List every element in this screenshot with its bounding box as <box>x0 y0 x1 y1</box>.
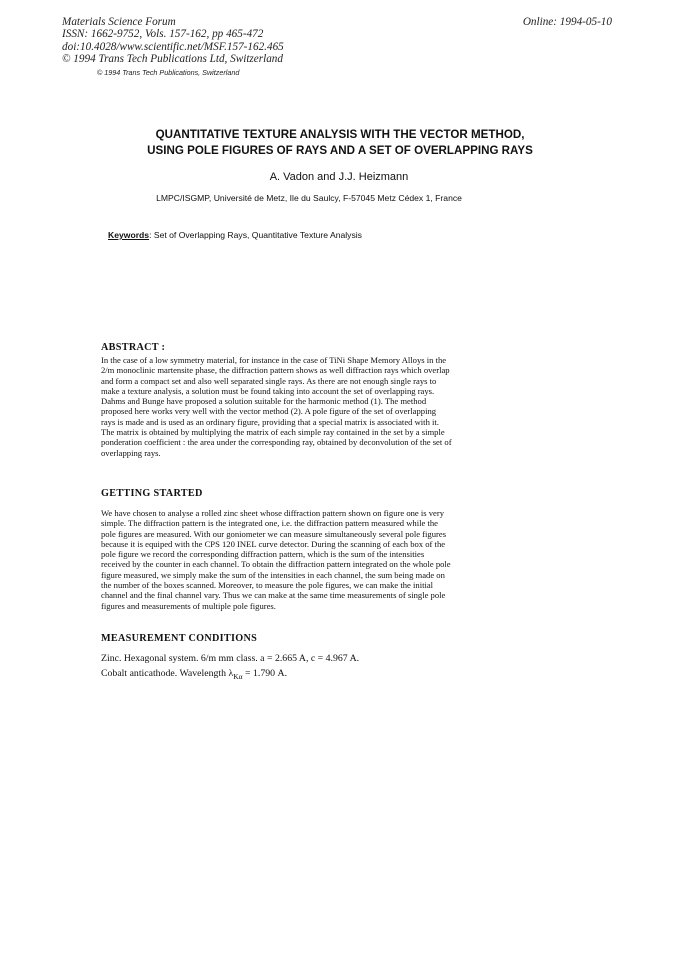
getting-started-section <box>101 488 531 611</box>
abstract-body <box>101 355 531 458</box>
text-line: and form a compact set and also well separated single rays. As there are not enough single rays to <box>101 375 437 386</box>
measurement-section <box>101 633 531 684</box>
text-line: rays is made and is used as an ordinary figure, providing that a special matrix is associated with it. <box>101 416 439 427</box>
copyright-line: © 1994 Trans Tech Publications Ltd, Switzerland <box>62 52 283 65</box>
text-line: overlapping rays. <box>101 447 161 458</box>
text-line: pole figures are measured. With our goniometer we can measure simultaneously several pole figures <box>101 528 447 539</box>
text-line: Dahms and Bunge have proposed a solution suitable for the harmonic method (1). The method <box>101 396 427 407</box>
text-line: In the case of a low symmetry material, for instance in the case of TiNi Shape Memory Alloys in the <box>101 355 447 365</box>
text-line: because it is equiped with the CPS 120 INEL curve detector. During the scanning of each box of the <box>101 538 446 549</box>
small-copyright: © 1994 Trans Tech Publications, Switzerland <box>97 68 240 77</box>
keywords <box>108 230 362 240</box>
text-line: proposed here works very well with the vector method (2). A pole figure of the set of overlapping <box>101 406 437 417</box>
k-subscript: K <box>233 671 239 681</box>
text-line: pole figure we record the corresponding diffraction pattern, which is the sum of the intensities <box>101 549 425 560</box>
paper-title <box>60 127 620 159</box>
cobalt-suffix: = 1.790 A. <box>242 667 288 679</box>
keywords-text: : Set of Overlapping Rays, Quantitative Texture Analysis <box>149 230 362 240</box>
doi-line[interactable]: doi:10.4028/www.scientific.net/MSF.157-162.465 <box>62 40 284 53</box>
text-line: figure measured, we simply make the sum of the intensities in each channel, the sum being made on <box>101 569 445 580</box>
text-line: simple. The diffraction pattern is the integrated one, i.e. the diffraction pattern measured while the <box>101 518 438 529</box>
journal-name: Materials Science Forum <box>62 16 176 28</box>
title-line: QUANTITATIVE TEXTURE ANALYSIS WITH THE VECTOR METHOD, <box>155 128 525 141</box>
authors: A. Vadon and J.J. Heizmann <box>269 171 409 183</box>
keywords-label: Keywords <box>108 230 150 240</box>
text-line: channel and the final channel vary. Thus we can make at the same time measurements of single pole <box>101 590 446 601</box>
text-line: make a texture analysis, a solution must be found taking into account the set of overlapping rays. <box>101 385 435 396</box>
text-line: the number of the boxes scanned. Moreover, to measure the pole figures, we can make the initial <box>101 580 434 591</box>
cobalt-line <box>101 667 531 684</box>
measurement-body <box>101 652 531 684</box>
journal-header <box>62 16 284 65</box>
text-line: The matrix is obtained by multiplying the matrix of each simple ray contained in the set by a simple <box>101 427 445 438</box>
zinc-line: Zinc. Hexagonal system. 6/m mm class. a = 2.665 A, c = 4.967 A. <box>101 653 360 664</box>
getting-started-body <box>101 508 531 611</box>
text-line: 2/m monoclinic martensite phase, the diffraction pattern shows as well diffraction rays which overlap <box>101 365 450 376</box>
issn-line: ISSN: 1662-9752, Vols. 157-162, pp 465-472 <box>62 28 264 41</box>
abstract-section <box>101 342 531 458</box>
text-line: ponderation coefficient : the area under the corresponding ray, obtained by deconvolution of the set of <box>101 437 452 448</box>
title-line: USING POLE FIGURES OF RAYS AND A SET OF OVERLAPPING RAYS <box>147 144 533 157</box>
alpha-subscript: α <box>238 671 243 681</box>
measurement-heading: MEASUREMENT CONDITIONS <box>101 633 258 644</box>
affiliation: LMPC/ISGMP, Université de Metz, Ile du Saulcy, F-57045 Metz Cédex 1, France <box>156 193 462 203</box>
text-line: We have chosen to analyse a rolled zinc sheet whose diffraction pattern shown on figure one is very <box>101 508 445 518</box>
getting-started-heading: GETTING STARTED <box>101 488 203 499</box>
online-date: Online: 1994-05-10 <box>522 16 612 28</box>
text-line: received by the counter in each channel. To obtain the diffraction pattern integrated on the whole pole <box>101 559 451 570</box>
abstract-heading: ABSTRACT : <box>101 342 166 353</box>
lambda-symbol: λ <box>228 667 234 679</box>
text-line: figures and measurements of multiple pole figures. <box>101 600 276 611</box>
cobalt-prefix: Cobalt anticathode. Wavelength <box>101 667 229 679</box>
